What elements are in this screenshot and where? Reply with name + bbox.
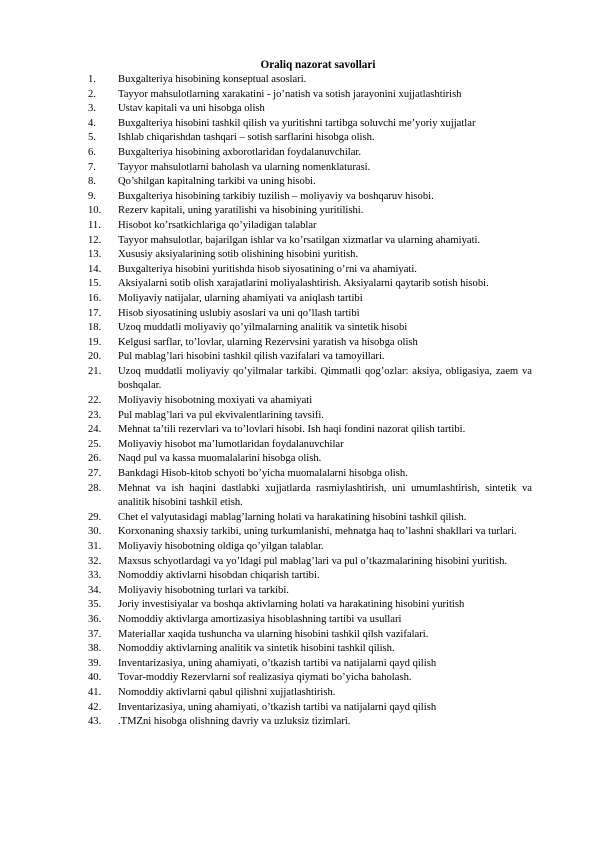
question-item bbox=[88, 598, 532, 613]
question-number: 3. bbox=[88, 103, 96, 115]
question-text: Uzoq muddatli moliyaviy qo’yilmalarning analitik va sintetik hisobi bbox=[118, 322, 408, 334]
question-item bbox=[88, 321, 532, 336]
question-text: Chet el valyutasidagi mablag’larning holati va harakatining hisobini tashkil qilish. bbox=[118, 511, 467, 523]
question-text: Materiallar xaqida tushuncha va ularning hisobini tashkil qilsh vazifalari. bbox=[118, 628, 429, 640]
question-number: 35. bbox=[88, 599, 102, 611]
question-text: Pul mablag’lari va pul ekvivalentlarining tavsifi. bbox=[118, 409, 324, 421]
question-text: Tayyor mahsulotlar, bajarilgan ishlar va ko’rsatilgan xizmatlar va ularning ahamiyati. bbox=[118, 234, 481, 246]
question-item bbox=[88, 569, 532, 584]
question-number: 11. bbox=[88, 219, 101, 231]
question-text: Hisobot ko’rsatkichlariga qo’yiladigan talablar bbox=[118, 219, 317, 231]
question-number: 40. bbox=[88, 672, 102, 684]
question-item bbox=[88, 175, 532, 190]
question-item bbox=[88, 701, 532, 716]
question-item bbox=[88, 292, 532, 307]
question-item bbox=[88, 102, 532, 117]
question-text: Buxgalteriya hisobining konseptual asoslari. bbox=[118, 74, 307, 85]
question-number: 14. bbox=[88, 263, 102, 275]
question-number: 36. bbox=[88, 613, 102, 625]
question-text: Uzoq muddatli moliyaviy qo’yilmalar tarkibi. Qimmatli qog’ozlar: aksiya, obligasiya, zaem va boshqalar. bbox=[118, 365, 532, 392]
question-item bbox=[88, 540, 532, 555]
question-number: 33. bbox=[88, 570, 102, 582]
question-number: 32. bbox=[88, 555, 102, 567]
question-item bbox=[88, 671, 532, 686]
question-item bbox=[88, 409, 532, 424]
question-item bbox=[88, 146, 532, 161]
question-text: Ustav kapitali va uni hisobga olish bbox=[118, 103, 265, 115]
question-number: 31. bbox=[88, 541, 102, 552]
question-number: 12. bbox=[88, 234, 102, 246]
question-item bbox=[88, 452, 532, 467]
question-text: Aksiyalarni sotib olish xarajatlarini moliyalashtirish. Aksiyalarni qaytarib sotish hisobi. bbox=[118, 278, 489, 290]
question-item bbox=[88, 394, 532, 409]
question-text: Tayyor mahsulotlarning xarakatini - jo’natish va sotish jarayonini xujjatlashtirish bbox=[118, 88, 462, 100]
question-item bbox=[88, 467, 532, 482]
question-item bbox=[88, 117, 532, 132]
question-item bbox=[88, 555, 532, 570]
question-text: Maxsus schyotlardagi va yo’ldagi pul mablag’lari va pul o’tkazmalarining hisobini yuritish. bbox=[118, 555, 508, 567]
question-number: 30. bbox=[88, 526, 102, 538]
question-text: Buxgalteriya hisobining axborotlaridan foydalanuvchilar. bbox=[118, 146, 362, 158]
question-number: 27. bbox=[88, 468, 102, 480]
question-number: 28. bbox=[88, 482, 102, 494]
question-item bbox=[88, 657, 532, 672]
question-item bbox=[88, 423, 532, 438]
question-text: Moliyaviy hisobotning moxiyati va ahamiyati bbox=[118, 395, 313, 407]
question-text: Nomoddiy aktivlarning analitik va sintetik hisobini tashkil qilish. bbox=[118, 643, 395, 655]
question-number: 20. bbox=[88, 351, 102, 363]
question-item bbox=[88, 204, 532, 219]
question-text: Qo’shilgan kapitalning tarkibi va uning hisobi. bbox=[118, 176, 316, 188]
question-number: 5. bbox=[88, 132, 96, 144]
question-text: Buxgalteriya hisobini tashkil qilish va yuritishni tartibga soluvchi me’yoriy xujjatlar bbox=[118, 117, 476, 129]
question-text: Nomoddiy aktivlarni hisobdan chiqarish tartibi. bbox=[118, 570, 320, 582]
question-text: Xususiy aksiyalarining sotib olishining hisobini yuritish. bbox=[118, 249, 359, 261]
question-text: Mehnat ta’tili rezervlari va to’lovlari hisobi. Ish haqi fondini nazorat qilish tartibi. bbox=[118, 424, 466, 436]
question-number: 21. bbox=[88, 365, 102, 377]
question-item bbox=[88, 219, 532, 234]
question-number: 19. bbox=[88, 336, 102, 348]
question-text: Naqd pul va kassa muomalalarini hisobga olish. bbox=[118, 453, 322, 465]
question-number: 38. bbox=[88, 643, 102, 655]
question-item bbox=[88, 628, 532, 643]
question-text: .TMZni hisobga olishning davriy va uzluksiz tizimlari. bbox=[118, 716, 351, 728]
page-title: Oraliq nazorat savollari bbox=[260, 59, 376, 71]
question-item bbox=[88, 73, 532, 88]
question-text: Bankdagi Hisob-kitob schyoti bo’yicha muomalalarni hisobga olish. bbox=[118, 468, 408, 480]
question-number: 22. bbox=[88, 395, 102, 407]
question-number: 42. bbox=[88, 701, 102, 713]
question-number: 23. bbox=[88, 409, 102, 421]
question-text: Moliyaviy hisobotning turlari va tarkibi. bbox=[118, 584, 289, 596]
question-number: 18. bbox=[88, 322, 102, 334]
question-item bbox=[88, 715, 532, 730]
question-number: 39. bbox=[88, 657, 102, 669]
question-text: Rezerv kapitali, uning yaratilishi va hisobining yuritilishi. bbox=[118, 205, 364, 217]
question-number: 25. bbox=[88, 438, 102, 450]
question-number: 24. bbox=[88, 424, 102, 436]
question-text: Tayyor mahsulotlarni baholash va ularning nomenklaturasi. bbox=[118, 161, 371, 173]
question-number: 1. bbox=[88, 74, 96, 85]
question-list bbox=[88, 73, 532, 730]
question-item bbox=[88, 190, 532, 205]
question-text: Nomoddiy aktivlarni qabul qilishni xujjatlashtirish. bbox=[118, 686, 336, 698]
question-text: Inventarizasiya, uning ahamiyati, o’tkazish tartibi va natijalarni qayd qilish bbox=[118, 657, 437, 669]
question-item bbox=[88, 438, 532, 453]
question-number: 17. bbox=[88, 307, 102, 319]
question-item bbox=[88, 248, 532, 263]
question-item bbox=[88, 525, 532, 540]
question-text: Moliyaviy hisobot ma’lumotlaridan foydalanuvchilar bbox=[118, 438, 344, 450]
question-text: Moliyaviy hisobotning oldiga qo’yilgan talablar. bbox=[118, 541, 324, 552]
question-number: 43. bbox=[88, 716, 102, 728]
question-number: 7. bbox=[88, 161, 96, 173]
question-item bbox=[88, 365, 532, 394]
question-item bbox=[88, 613, 532, 628]
question-text: Tovar-moddiy Rezervlarni sof realizasiya qiymati bo’yicha baholash. bbox=[118, 672, 412, 684]
question-number: 37. bbox=[88, 628, 102, 640]
question-item bbox=[88, 234, 532, 249]
question-number: 10. bbox=[88, 205, 102, 217]
question-text: Joriy investisiyalar va boshqa aktivlarning holati va harakatining hisobini yuritish bbox=[118, 599, 465, 611]
question-item bbox=[88, 511, 532, 526]
question-number: 6. bbox=[88, 146, 96, 158]
question-number: 2. bbox=[88, 88, 96, 100]
question-number: 34. bbox=[88, 584, 102, 596]
question-text: Ishlab chiqarishdan tashqari – sotish sarflarini hisobga olish. bbox=[118, 132, 375, 144]
question-item bbox=[88, 131, 532, 146]
question-item bbox=[88, 686, 532, 701]
question-item bbox=[88, 350, 532, 365]
question-item bbox=[88, 482, 532, 511]
question-text: Mehnat va ish haqini dastlabki xujjatlarda rasmiylashtirish, uni umumlashtirish, sintetik va analitik hisobini tashkil etish. bbox=[118, 482, 532, 509]
question-text: Buxgalteriya hisobini yuritishda hisob siyosatining o’rni va ahamiyati. bbox=[118, 263, 417, 275]
question-number: 9. bbox=[88, 190, 96, 202]
question-item bbox=[88, 277, 532, 292]
question-text: Korxonaning shaxsiy tarkibi, uning turkumlanishi, mehnatga haq to’lashni shakllari va turlari. bbox=[118, 526, 517, 538]
question-number: 15. bbox=[88, 278, 102, 290]
question-item bbox=[88, 336, 532, 351]
question-item bbox=[88, 642, 532, 657]
question-number: 13. bbox=[88, 249, 102, 261]
question-number: 26. bbox=[88, 453, 102, 465]
question-text: Inventarizasiya, uning ahamiyati, o’tkazish tartibi va natijalarni qayd qilish bbox=[118, 701, 437, 713]
question-text: Nomoddiy aktivlarga amortizasiya hisoblashning tartibi va usullari bbox=[118, 613, 402, 625]
question-text: Buxgalteriya hisobining tarkibiy tuzilish – moliyaviy va boshqaruv hisobi. bbox=[118, 190, 434, 202]
question-text: Hisob siyosatining uslubiy asoslari va uni qo’llash tartibi bbox=[118, 307, 360, 319]
question-number: 8. bbox=[88, 176, 96, 188]
question-item bbox=[88, 307, 532, 322]
question-number: 16. bbox=[88, 292, 102, 304]
question-text: Moliyaviy natijalar, ularning ahamiyati va aniqlash tartibi bbox=[118, 292, 363, 304]
question-item bbox=[88, 161, 532, 176]
question-number: 41. bbox=[88, 686, 102, 698]
question-item bbox=[88, 88, 532, 103]
question-number: 29. bbox=[88, 511, 102, 523]
question-text: Pul mablag’lari hisobini tashkil qilish vazifalari va tamoyillari. bbox=[118, 351, 385, 363]
question-number: 4. bbox=[88, 117, 96, 129]
question-item bbox=[88, 263, 532, 278]
question-item bbox=[88, 584, 532, 599]
question-text: Kelgusi sarflar, to’lovlar, ularning Rezervsini yaratish va hisobga olish bbox=[118, 336, 418, 348]
